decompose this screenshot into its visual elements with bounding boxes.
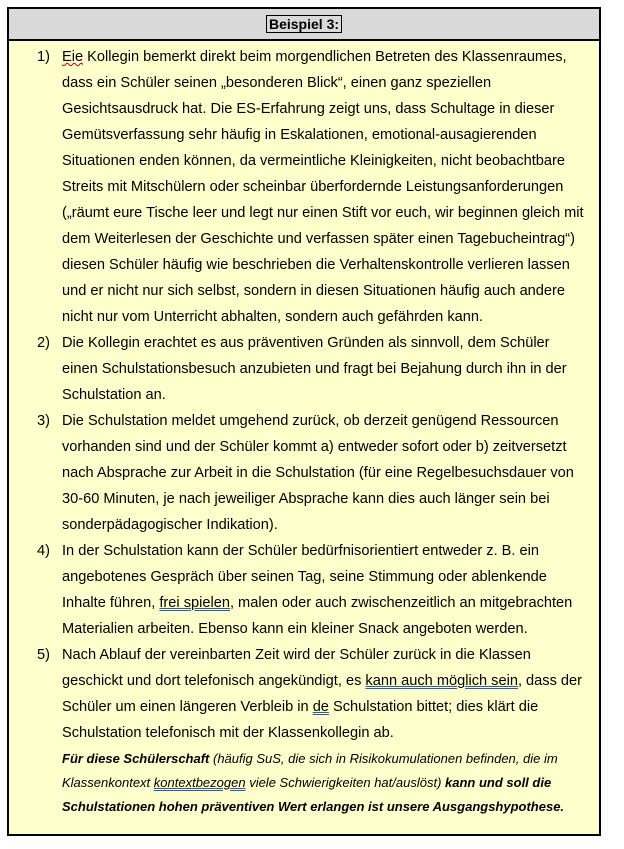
- example-box: [7, 7, 601, 836]
- grammar-marked-word: kontextbezogen: [153, 775, 246, 790]
- step-item-4: [37, 538, 589, 642]
- grammar-marked-phrase: frei spielen: [159, 595, 230, 611]
- spellcheck-word: Eie: [62, 49, 84, 65]
- step-number: 3): [37, 413, 50, 429]
- step-number: 4): [37, 543, 50, 559]
- step-text: Nach Ablauf der vereinbarten Zeit wird der Schüler zurück in die Klassen geschickt und dort telefonisch angekündigt, es: [62, 647, 531, 689]
- example-title: Beispiel 3:: [266, 15, 342, 33]
- hypothesis-paragraph: [37, 747, 589, 819]
- step-text: , dass der Schüler um einen längeren Verbleib in: [62, 673, 583, 715]
- step-list: [37, 44, 589, 746]
- step-item-2: [37, 330, 589, 408]
- step-number: 5): [37, 647, 50, 663]
- hypothesis-bold-end: kann und soll die Schulstationen hohen präventiven Wert erlangen ist unsere Ausgangshypothese.: [62, 775, 565, 814]
- grammar-marked-phrase: kann auch möglich sein: [365, 673, 518, 689]
- step-item-3: [37, 408, 589, 538]
- step-item-5: [37, 642, 589, 746]
- grammar-marked-word: de: [312, 699, 329, 715]
- step-text: , malen oder auch zwischenzeitlich an mitgebrachten Materialien arbeiten. Ebenso kann ein kleiner Snack angeboten werden.: [62, 595, 573, 637]
- hypothesis-text: (häufig SuS, die sich in Risikokumulationen befinden, die im Klassenkontext: [62, 751, 558, 790]
- step-number: 1): [37, 49, 50, 65]
- step-text: Kollegin bemerkt direkt beim morgendlichen Betreten des Klassenraumes, dass ein Schüler seinen „besonderen Blick“, einen ganz speziellen Gesichtsausdruck hat. Die ES-Erfahrung zeigt uns, dass Schultage in dieser Gemütsverfassung sehr häufig in Eskalationen, emotional-ausagierenden Situationen enden können, da vermeintliche Kleinigkeiten, nicht beobachtbare Streits mit Mitschülern oder scheinbar überfordernde Leistungsanforderungen („räumt eure Tische leer und legt nur einen Stift vor euch, wir beginnen gleich mit dem Weiterlesen der Geschichte und verfassen später einen Tagebucheintrag“) diesen Schüler häufig wie beschrieben die Verhaltenskontrolle verlieren lassen und er nicht nur sich selbst, sondern in diesen Situationen häufig auch andere nicht nur vom Unterricht abhalten, sondern auch gefährden kann.: [62, 49, 584, 325]
- step-text: Die Kollegin erachtet es aus präventiven Gründen als sinnvoll, dem Schüler einen Schulstationsbesuch anzubieten und fragt bei Bejahung durch ihn in der Schulstation an.: [62, 335, 567, 403]
- step-item-1: [37, 44, 589, 330]
- step-text: Die Schulstation meldet umgehend zurück, ob derzeit genügend Ressourcen vorhanden sind und der Schüler kommt a) entweder sofort oder b) zeitversetzt nach Absprache zur Arbeit in die Schulstation (für eine Regelbesuchsdauer von 30-60 Minuten, je nach jeweiliger Absprache kann dies auch länger sein bei sonderpädagogischer Indikation).: [62, 413, 574, 533]
- example-header: [9, 9, 599, 41]
- hypothesis-bold-start: Für diese Schülerschaft: [62, 751, 210, 766]
- step-number: 2): [37, 335, 50, 351]
- example-content: [9, 41, 599, 819]
- hypothesis-text: viele Schwierigkeiten hat/auslöst): [245, 775, 446, 790]
- step-text: In der Schulstation kann der Schüler bedürfnisorientiert entweder z. B. ein angebotenes Gespräch über seinen Tag, seine Stimmung oder ablenkende Inhalte führen,: [62, 543, 547, 611]
- step-text: Schulstation bittet; dies klärt die Schulstation telefonisch mit der Klassenkollegin ab.: [62, 699, 539, 741]
